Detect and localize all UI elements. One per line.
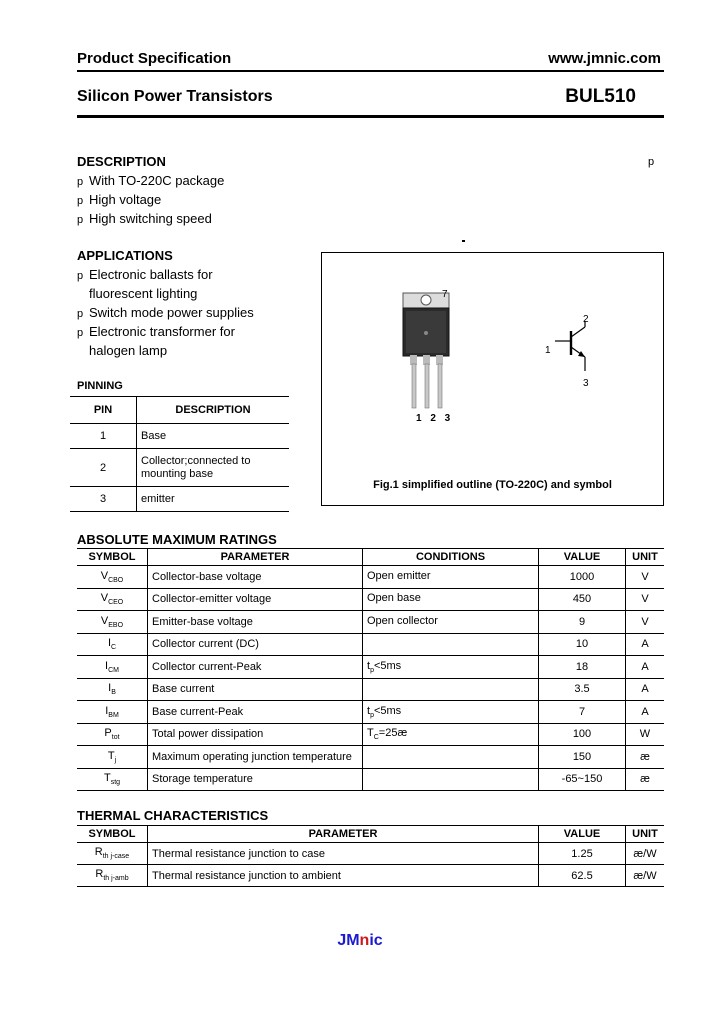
symbol-cell: $I_B$ bbox=[77, 678, 148, 701]
conditions-cell bbox=[363, 746, 539, 769]
symbol-cell: $R_{th j-case}$ bbox=[77, 843, 148, 865]
application-item: p Electronic ballasts for bbox=[77, 265, 254, 284]
value-cell: 62.5 bbox=[539, 865, 626, 887]
thermal-table bbox=[77, 825, 664, 887]
unit-cell: æ bbox=[626, 746, 665, 769]
package-outline-drawing bbox=[322, 253, 663, 453]
table-row bbox=[77, 633, 664, 656]
unit-cell: æ/W bbox=[626, 843, 665, 865]
symbol-cell: $T_{stg}$ bbox=[77, 768, 148, 791]
table-row bbox=[77, 865, 664, 887]
parameter-cell: Collector-base voltage bbox=[148, 566, 363, 589]
header-product-spec: Product Specification bbox=[77, 50, 232, 67]
figure-caption: Fig.1 simplified outline (TO-220C) and symbol bbox=[373, 479, 612, 491]
symbol-cell: $R_{th j-amb}$ bbox=[77, 865, 148, 887]
symbol-collector-label: 2 bbox=[583, 314, 589, 325]
bullet-icon: p bbox=[77, 270, 84, 282]
table-row bbox=[70, 424, 289, 449]
pin-description: emitter bbox=[137, 487, 290, 512]
conditions-cell: $t_p<5ms$ bbox=[363, 656, 539, 679]
table-row bbox=[70, 487, 289, 512]
col-header: PARAMETER bbox=[148, 826, 539, 843]
unit-cell: V bbox=[626, 611, 665, 634]
bullet-icon: p bbox=[77, 214, 84, 226]
conditions-cell: $T_C=25æ$ bbox=[363, 723, 539, 746]
symbol-emitter-label: 3 bbox=[583, 378, 589, 389]
application-item-cont: halogen lamp bbox=[89, 343, 168, 358]
symbol-cell: $V_{EBO}$ bbox=[77, 611, 148, 634]
col-header: VALUE bbox=[539, 826, 626, 843]
symbol-cell: $T_j$ bbox=[77, 746, 148, 769]
unit-cell: W bbox=[626, 723, 665, 746]
unit-cell: A bbox=[626, 701, 665, 724]
unit-cell: æ/W bbox=[626, 865, 665, 887]
pin-labels: 1 2 3 bbox=[416, 413, 454, 424]
title-rule bbox=[77, 115, 664, 118]
doc-title: Silicon Power Transistors bbox=[77, 88, 273, 105]
col-header: SYMBOL bbox=[77, 826, 148, 843]
description-heading: DESCRIPTION bbox=[77, 154, 166, 169]
table-row bbox=[70, 449, 289, 487]
symbol-cell: $V_{CBO}$ bbox=[77, 566, 148, 589]
package-mark: 7 bbox=[442, 289, 448, 300]
abs-max-heading: ABSOLUTE MAXIMUM RATINGS bbox=[77, 532, 277, 547]
description-item: p With TO-220C package bbox=[77, 171, 224, 190]
conditions-cell: Open base bbox=[363, 588, 539, 611]
parameter-cell: Base current-Peak bbox=[148, 701, 363, 724]
conditions-cell: Open emitter bbox=[363, 566, 539, 589]
symbol-cell: $V_{CEO}$ bbox=[77, 588, 148, 611]
figure-box bbox=[321, 252, 664, 506]
pin-number: 2 bbox=[70, 449, 137, 487]
symbol-cell: $I_C$ bbox=[77, 633, 148, 656]
unit-cell: V bbox=[626, 588, 665, 611]
unit-cell: æ bbox=[626, 768, 665, 791]
value-cell: 10 bbox=[539, 633, 626, 656]
desc-col-header: DESCRIPTION bbox=[137, 397, 290, 424]
parameter-cell: Storage temperature bbox=[148, 768, 363, 791]
value-cell: 1000 bbox=[539, 566, 626, 589]
table-row bbox=[77, 656, 664, 679]
application-item: p Switch mode power supplies bbox=[77, 303, 254, 322]
thermal-header-row bbox=[77, 826, 664, 843]
parameter-cell: Maximum operating junction temperature bbox=[148, 746, 363, 769]
value-cell: 3.5 bbox=[539, 678, 626, 701]
unit-cell: A bbox=[626, 678, 665, 701]
col-header: VALUE bbox=[539, 549, 626, 566]
pin-col-header: PIN bbox=[70, 397, 137, 424]
pin-number: 1 bbox=[70, 424, 137, 449]
value-cell: 450 bbox=[539, 588, 626, 611]
pinning-heading: PINNING bbox=[77, 380, 123, 392]
parameter-cell: Base current bbox=[148, 678, 363, 701]
col-header: PARAMETER bbox=[148, 549, 363, 566]
parameter-cell: Collector-emitter voltage bbox=[148, 588, 363, 611]
unit-cell: V bbox=[626, 566, 665, 589]
bullet-icon: p bbox=[77, 308, 84, 320]
table-row bbox=[77, 701, 664, 724]
bullet-icon: p bbox=[77, 176, 84, 188]
pinning-header-row bbox=[70, 397, 289, 424]
header-website[interactable]: www.jmnic.com bbox=[548, 50, 661, 67]
parameter-cell: Total power dissipation bbox=[148, 723, 363, 746]
conditions-cell bbox=[363, 678, 539, 701]
applications-heading: APPLICATIONS bbox=[77, 248, 173, 263]
header-rule bbox=[77, 70, 664, 72]
unit-cell: A bbox=[626, 656, 665, 679]
table-row bbox=[77, 723, 664, 746]
pin-description: Base bbox=[137, 424, 290, 449]
table-row bbox=[77, 588, 664, 611]
bullet-icon: p bbox=[77, 195, 84, 207]
pin-description: Collector;connected to mounting base bbox=[137, 449, 290, 487]
value-cell: 100 bbox=[539, 723, 626, 746]
value-cell: 9 bbox=[539, 611, 626, 634]
col-header: CONDITIONS bbox=[363, 549, 539, 566]
col-header: UNIT bbox=[626, 826, 665, 843]
symbol-base-label: 1 bbox=[545, 345, 551, 356]
symbol-cell: $I_{CM}$ bbox=[77, 656, 148, 679]
description-item: p High switching speed bbox=[77, 209, 224, 228]
value-cell: 18 bbox=[539, 656, 626, 679]
table-row bbox=[77, 768, 664, 791]
value-cell: 7 bbox=[539, 701, 626, 724]
symbol-cell: $P_{tot}$ bbox=[77, 723, 148, 746]
application-item-cont: fluorescent lighting bbox=[89, 286, 198, 301]
parameter-cell: Emitter-base voltage bbox=[148, 611, 363, 634]
value-cell: -65~150 bbox=[539, 768, 626, 791]
applications-list bbox=[77, 265, 254, 360]
parameter-cell: Thermal resistance junction to case bbox=[148, 843, 539, 865]
table-row bbox=[77, 678, 664, 701]
abs-max-header-row bbox=[77, 549, 664, 566]
part-number: BUL510 bbox=[565, 86, 636, 107]
abs-max-table bbox=[77, 548, 664, 791]
application-item: p Electronic transformer for bbox=[77, 322, 254, 341]
stray-dot bbox=[462, 240, 465, 242]
description-item: p High voltage bbox=[77, 190, 224, 209]
conditions-cell: Open collector bbox=[363, 611, 539, 634]
conditions-cell bbox=[363, 633, 539, 656]
pin-number: 3 bbox=[70, 487, 137, 512]
table-row bbox=[77, 566, 664, 589]
conditions-cell bbox=[363, 768, 539, 791]
table-row bbox=[77, 611, 664, 634]
col-header: SYMBOL bbox=[77, 549, 148, 566]
parameter-cell: Collector current (DC) bbox=[148, 633, 363, 656]
parameter-cell: Collector current-Peak bbox=[148, 656, 363, 679]
value-cell: 150 bbox=[539, 746, 626, 769]
parameter-cell: Thermal resistance junction to ambient bbox=[148, 865, 539, 887]
value-cell: 1.25 bbox=[539, 843, 626, 865]
conditions-cell: $t_p<5ms$ bbox=[363, 701, 539, 724]
footer-brand-logo: JMnic bbox=[337, 932, 383, 949]
description-list bbox=[77, 171, 224, 228]
bullet-icon: p bbox=[77, 327, 84, 339]
thermal-heading: THERMAL CHARACTERISTICS bbox=[77, 808, 269, 823]
col-header: UNIT bbox=[626, 549, 665, 566]
pinning-table bbox=[70, 396, 289, 512]
stray-mark: p bbox=[648, 156, 655, 168]
unit-cell: A bbox=[626, 633, 665, 656]
symbol-cell: $I_{BM}$ bbox=[77, 701, 148, 724]
table-row bbox=[77, 746, 664, 769]
table-row bbox=[77, 843, 664, 865]
